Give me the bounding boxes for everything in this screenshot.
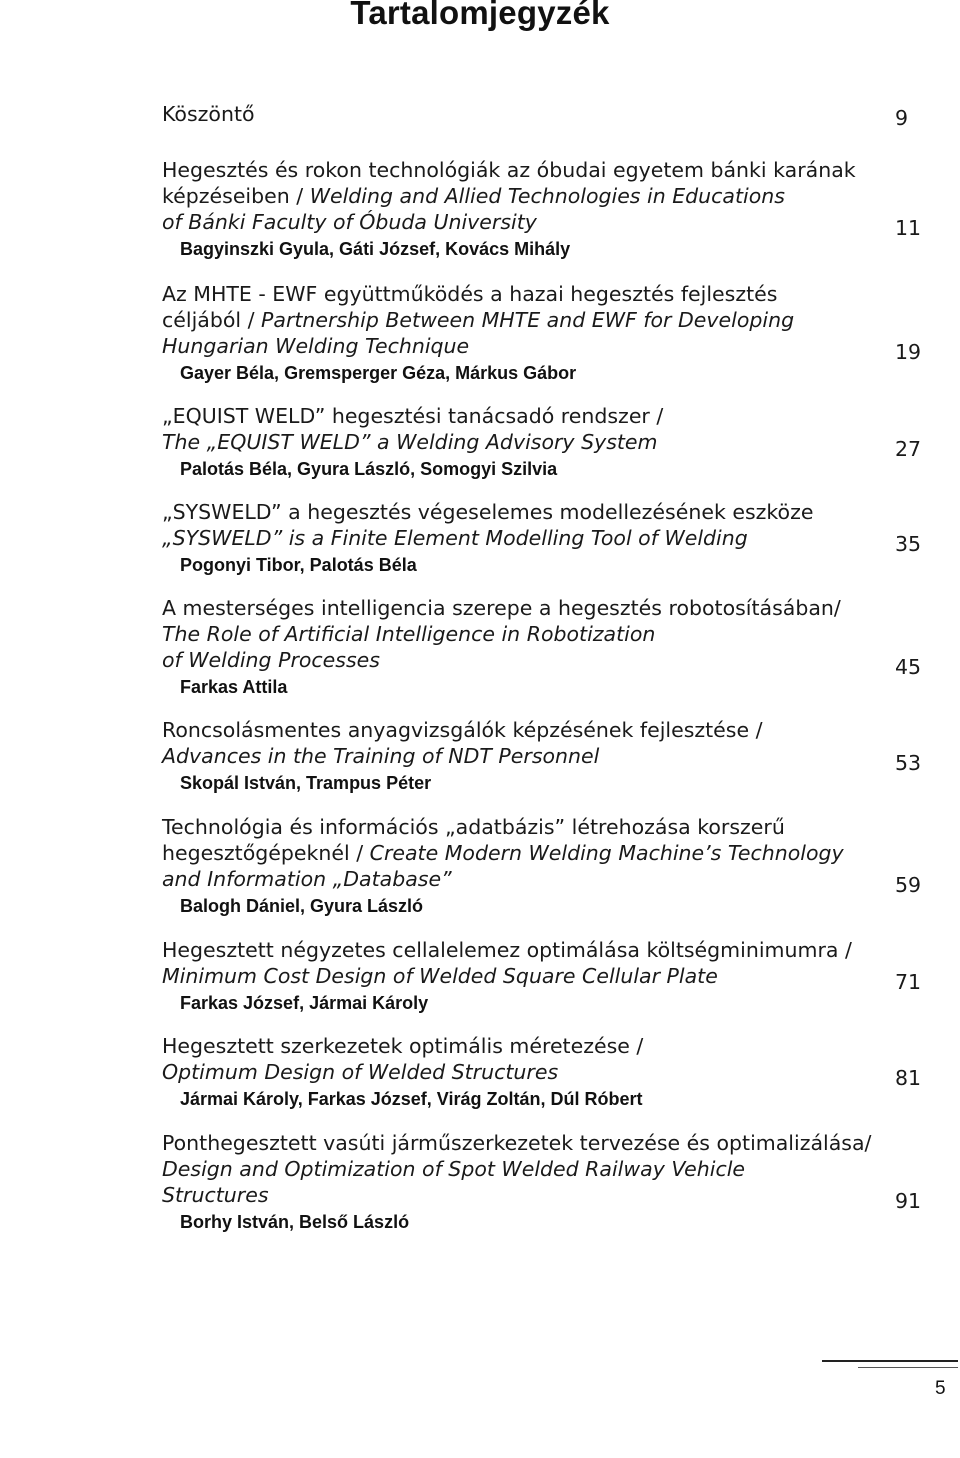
footer-rule bbox=[822, 1360, 958, 1362]
entry-title-hu: Hegesztés és rokon technológiák az óbudai egyetem bánki karának bbox=[162, 158, 856, 182]
entry-authors: Pogonyi Tibor, Palotás Béla bbox=[180, 555, 417, 575]
entry-title: Köszöntő bbox=[162, 102, 255, 126]
entry-title-en: The Role of Artificial Intelligence in Robotization bbox=[162, 622, 656, 646]
toc-entry[interactable] bbox=[162, 281, 937, 385]
entry-title-hu: hegesztőgépeknél / bbox=[162, 841, 364, 865]
page-number: 9 bbox=[895, 106, 909, 130]
entry-title-en: Hungarian Welding Technique bbox=[162, 334, 470, 358]
entry-title-hu: Technológia és információs „adatbázis” létrehozása korszerű bbox=[162, 815, 785, 839]
entry-authors: Farkas József, Jármai Károly bbox=[180, 993, 429, 1013]
entry-authors: Skopál István, Trampus Péter bbox=[180, 773, 432, 793]
page-number: 81 bbox=[895, 1066, 922, 1090]
entry-authors: Balogh Dániel, Gyura László bbox=[180, 896, 424, 916]
entry-title-en: Create Modern Welding Machine’s Technology bbox=[369, 841, 844, 865]
toc-entry[interactable] bbox=[162, 1033, 937, 1111]
toc-entry[interactable] bbox=[162, 499, 937, 577]
entry-title-en: and Information „Database” bbox=[162, 867, 452, 891]
page-number: 27 bbox=[895, 437, 922, 461]
entry-title-hu: „EQUIST WELD” hegesztési tanácsadó rendszer / bbox=[162, 404, 664, 428]
entry-authors: Gayer Béla, Gremsperger Géza, Márkus Gábor bbox=[180, 363, 577, 383]
toc-entry[interactable] bbox=[162, 717, 937, 795]
entry-title-en: Design and Optimization of Spot Welded Railway Vehicle bbox=[162, 1157, 746, 1181]
footer-rule-thin bbox=[858, 1367, 958, 1368]
entry-title-en: Structures bbox=[162, 1183, 269, 1207]
page-number: 91 bbox=[895, 1189, 922, 1213]
entry-title-en: The „EQUIST WELD” a Welding Advisory System bbox=[162, 430, 658, 454]
folio-page-number: 5 bbox=[935, 1378, 946, 1399]
entry-title-hu: Hegesztett szerkezetek optimális méretezése / bbox=[162, 1034, 644, 1058]
entry-title-hu: képzéseiben / bbox=[162, 184, 304, 208]
entry-title-en: Optimum Design of Welded Structures bbox=[162, 1060, 559, 1084]
page-number: 19 bbox=[895, 340, 922, 364]
entry-title-en: Minimum Cost Design of Welded Square Cellular Plate bbox=[162, 964, 718, 988]
toc-entry[interactable] bbox=[162, 814, 937, 918]
entry-title-hu: céljából / bbox=[162, 308, 255, 332]
page-number: 45 bbox=[895, 655, 922, 679]
entry-authors: Palotás Béla, Gyura László, Somogyi Szilvia bbox=[180, 459, 558, 479]
entry-title-hu: A mesterséges intelligencia szerepe a hegesztés robotosításában/ bbox=[162, 596, 841, 620]
toc-entry[interactable] bbox=[162, 101, 937, 127]
entry-authors: Borhy István, Belső László bbox=[180, 1212, 410, 1232]
toc-entry[interactable] bbox=[162, 1130, 937, 1234]
entry-title-hu: Roncsolásmentes anyagvizsgálók képzésének fejlesztése / bbox=[162, 718, 763, 742]
entry-title-en: of Bánki Faculty of Óbuda University bbox=[162, 210, 537, 234]
toc-entry[interactable] bbox=[162, 157, 937, 261]
page-number: 35 bbox=[895, 532, 922, 556]
entry-authors: Farkas Attila bbox=[180, 677, 288, 697]
entry-title-en: Advances in the Training of NDT Personnel bbox=[162, 744, 600, 768]
entry-authors: Bagyinszki Gyula, Gáti József, Kovács Mihály bbox=[180, 239, 571, 259]
page-number: 71 bbox=[895, 970, 922, 994]
entry-authors: Jármai Károly, Farkas József, Virág Zoltán, Dúl Róbert bbox=[180, 1089, 643, 1109]
page-number: 11 bbox=[895, 216, 922, 240]
entry-title-en: Welding and Allied Technologies in Educations bbox=[309, 184, 785, 208]
entry-title-en: of Welding Processes bbox=[162, 648, 380, 672]
toc-entry[interactable] bbox=[162, 937, 937, 1015]
entry-title-en: Partnership Between MHTE and EWF for Developing bbox=[261, 308, 795, 332]
entry-title-hu: Hegesztett négyzetes cellalelemez optimálása költségminimumra / bbox=[162, 938, 852, 962]
entry-title-en: „SYSWELD” is a Finite Element Modelling Tool of Welding bbox=[162, 526, 748, 550]
page-title: Tartalomjegyzék bbox=[350, 0, 610, 31]
toc-entry[interactable] bbox=[162, 403, 937, 481]
entry-title-hu: „SYSWELD” a hegesztés végeselemes modellezésének eszköze bbox=[162, 500, 814, 524]
entry-title-hu: Ponthegesztett vasúti járműszerkezetek tervezése és optimalizálása/ bbox=[162, 1131, 872, 1155]
toc-entry[interactable] bbox=[162, 595, 937, 699]
entry-title-hu: Az MHTE - EWF együttműködés a hazai hegesztés fejlesztés bbox=[162, 282, 778, 306]
page-number: 53 bbox=[895, 751, 922, 775]
page-number: 59 bbox=[895, 873, 922, 897]
